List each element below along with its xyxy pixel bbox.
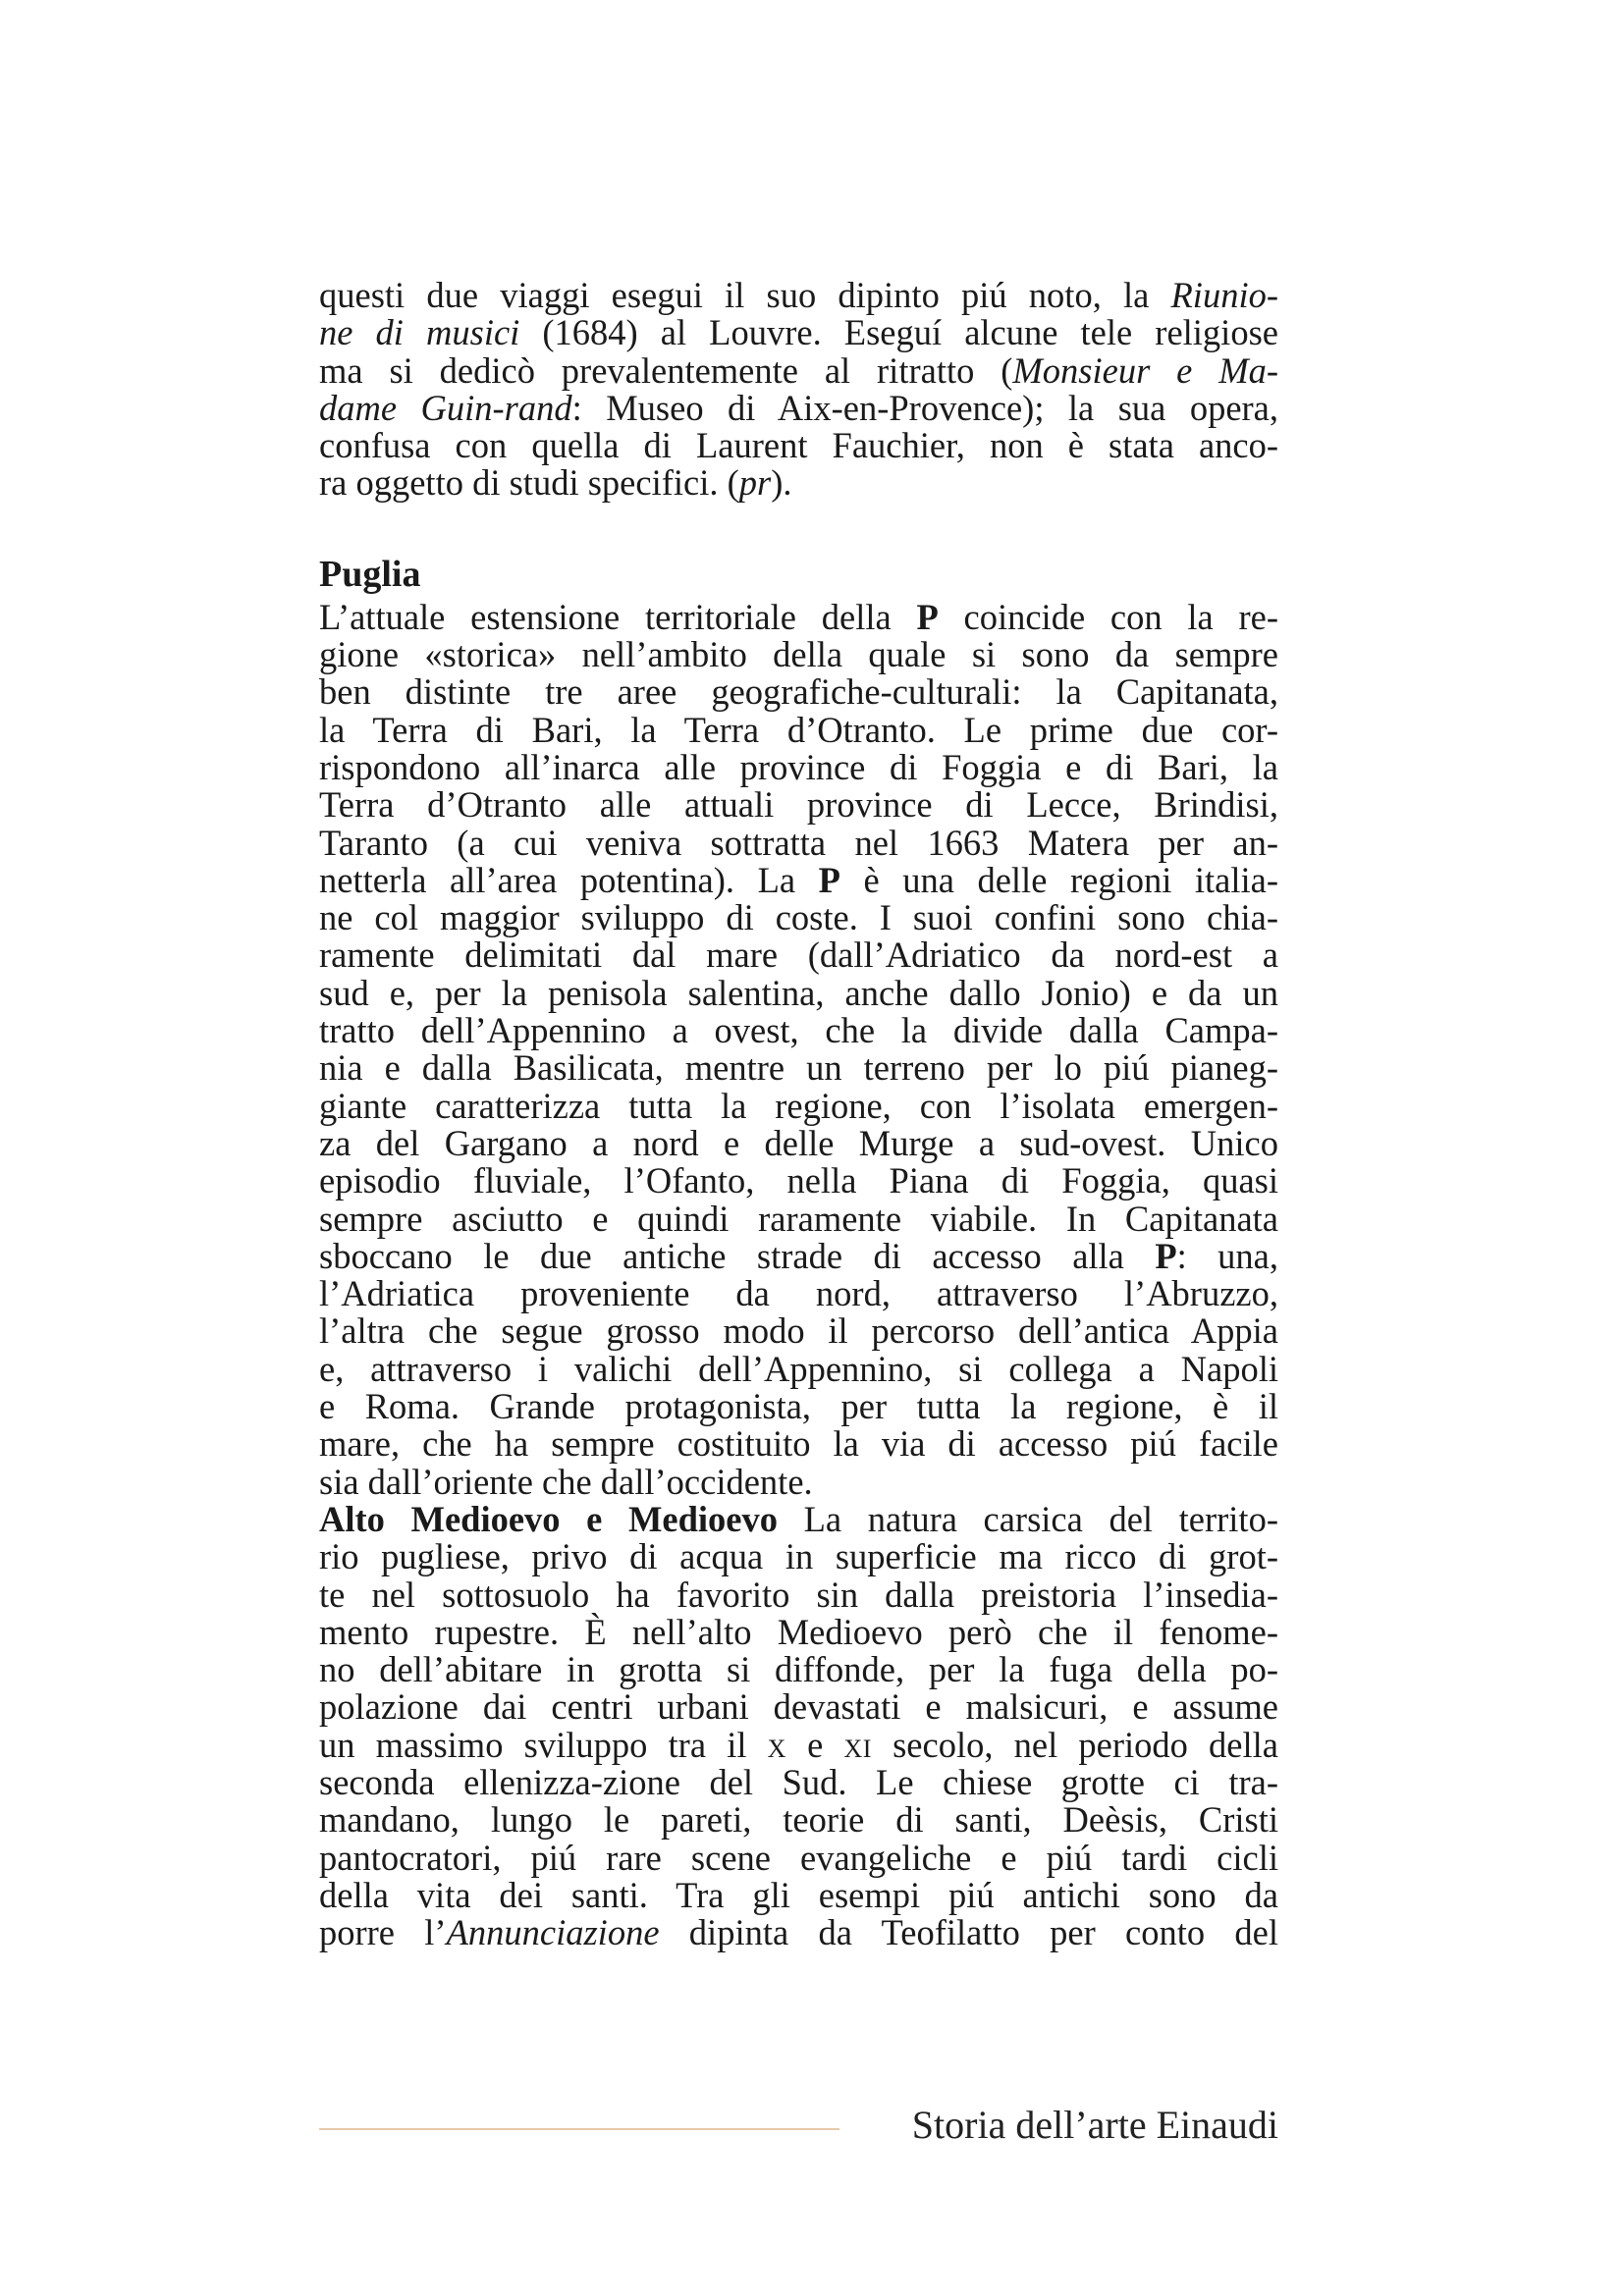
text-line: L’attuale estensione territoriale della P coincide con la re- <box>319 596 1279 637</box>
text-line: ne di musici (1684) al Louvre. Eseguí alcune tele religiose <box>319 312 1278 353</box>
text-line: della vita dei santi. Tra gli esempi piú antichi sono da <box>319 1874 1278 1915</box>
text-line: sia dall’oriente che dall’occidente. <box>319 1461 813 1502</box>
text-line: mento rupestre. È nell’alto Medioevo però che il fenome- <box>319 1611 1278 1652</box>
text-line: confusa con quella di Laurent Fauchier, non è stata anco- <box>319 425 1278 466</box>
text-line: ne col maggior sviluppo di coste. I suoi confini sono chia- <box>319 897 1278 938</box>
publication-title: Storia dell’arte Einaudi <box>911 2103 1278 2147</box>
text-line: Terra d’Otranto alle attuali province di Lecce, Brindisi, <box>319 784 1278 826</box>
text-line: giante caratterizza tutta la regione, con l’isolata emergen- <box>319 1085 1278 1126</box>
text-line: ben distinte tre aree geografiche-culturali: la Capitanata, <box>319 671 1278 713</box>
text-line: seconda ellenizza-zione del Sud. Le chiese grotte ci tra- <box>319 1761 1278 1802</box>
text-line: ma si dedicò prevalentemente al ritratto (Monsieur e Ma- <box>319 349 1279 391</box>
text-line: l’Adriatica proveniente da nord, attraverso l’Abruzzo, <box>319 1273 1278 1314</box>
text-line: polazione dai centri urbani devastati e malsicuri, e assume <box>319 1686 1278 1728</box>
text-line: sboccano le due antiche strade di accesso alla P: una, <box>319 1235 1278 1276</box>
text-line: Taranto (a cui veniva sottratta nel 1663 Matera per an- <box>319 822 1278 863</box>
text-line: porre l’Annunciazione dipinta da Teofilatto per conto del <box>319 1912 1278 1953</box>
text-line: gione «storica» nell’ambito della quale si sono da sempre <box>319 634 1278 675</box>
text-line: Alto Medioevo e Medioevo La natura carsica del territo- <box>319 1498 1278 1539</box>
text-line: l’altra che segue grosso modo il percorso dell’antica Appia <box>319 1310 1278 1352</box>
text-line: pantocratori, piú rare scene evangeliche e piú tardi cicli <box>319 1837 1278 1878</box>
footer-rule <box>319 2128 839 2130</box>
text-line: e Roma. Grande protagonista, per tutta la regione, è il <box>319 1386 1278 1427</box>
text-line: episodio fluviale, l’Ofanto, nella Piana di Foggia, quasi <box>319 1160 1278 1201</box>
text-line: mandano, lungo le pareti, teorie di santi, Deèsis, Cristi <box>319 1799 1278 1841</box>
text-line: dame Guin-rand: Museo di Aix-en-Provence); la sua opera, <box>319 387 1278 428</box>
text-line: un massimo sviluppo tra il x e xi secolo, nel periodo della <box>319 1724 1278 1765</box>
text-line: sempre asciutto e quindi raramente viabile. In Capitanata <box>319 1198 1278 1239</box>
text-line: questi due viaggi esegui il suo dipinto piú noto, la Riunio- <box>319 275 1278 315</box>
section-title: Puglia <box>319 553 421 595</box>
intro-paragraph <box>319 277 1278 503</box>
text-line: te nel sottosuolo ha favorito sin dalla preistoria l’insedia- <box>319 1574 1278 1615</box>
text-line: rio pugliese, privo di acqua in superficie ma ricco di grot- <box>319 1536 1278 1577</box>
puglia-paragraph <box>319 596 1279 1502</box>
text-line: za del Gargano a nord e delle Murge a sud-ovest. Unico <box>319 1122 1278 1163</box>
text-line: ra oggetto di studi specifici. (pr). <box>319 462 792 504</box>
text-line: mare, che ha sempre costituito la via di accesso piú facile <box>319 1423 1278 1465</box>
text-line: tratto dell’Appennino a ovest, che la divide dalla Campa- <box>319 1010 1278 1051</box>
text-line: la Terra di Bari, la Terra d’Otranto. Le prime due cor- <box>319 709 1278 750</box>
document-page <box>319 277 1278 1951</box>
text-line: netterla all’area potentina). La P è una delle regioni italia- <box>319 859 1279 900</box>
subsection-heading: Alto Medioevo e Medioevo <box>319 1498 779 1539</box>
text-line: sud e, per la penisola salentina, anche dallo Jonio) e da un <box>319 972 1278 1013</box>
text-line: e, attraverso i valichi dell’Appennino, si collega a Napoli <box>319 1348 1278 1389</box>
medioevo-paragraph <box>319 1498 1278 1953</box>
text-line: rispondono all’inarca alle province di Foggia e di Bari, la <box>319 746 1278 787</box>
text-line: ramente delimitati dal mare (dall’Adriatico da nord-est a <box>319 934 1278 976</box>
page-footer <box>319 2101 1278 2150</box>
text-line: nia e dalla Basilicata, mentre un terreno per lo piú pianeg- <box>319 1047 1278 1089</box>
text-line: no dell’abitare in grotta si diffonde, per la fuga della po- <box>319 1649 1278 1690</box>
